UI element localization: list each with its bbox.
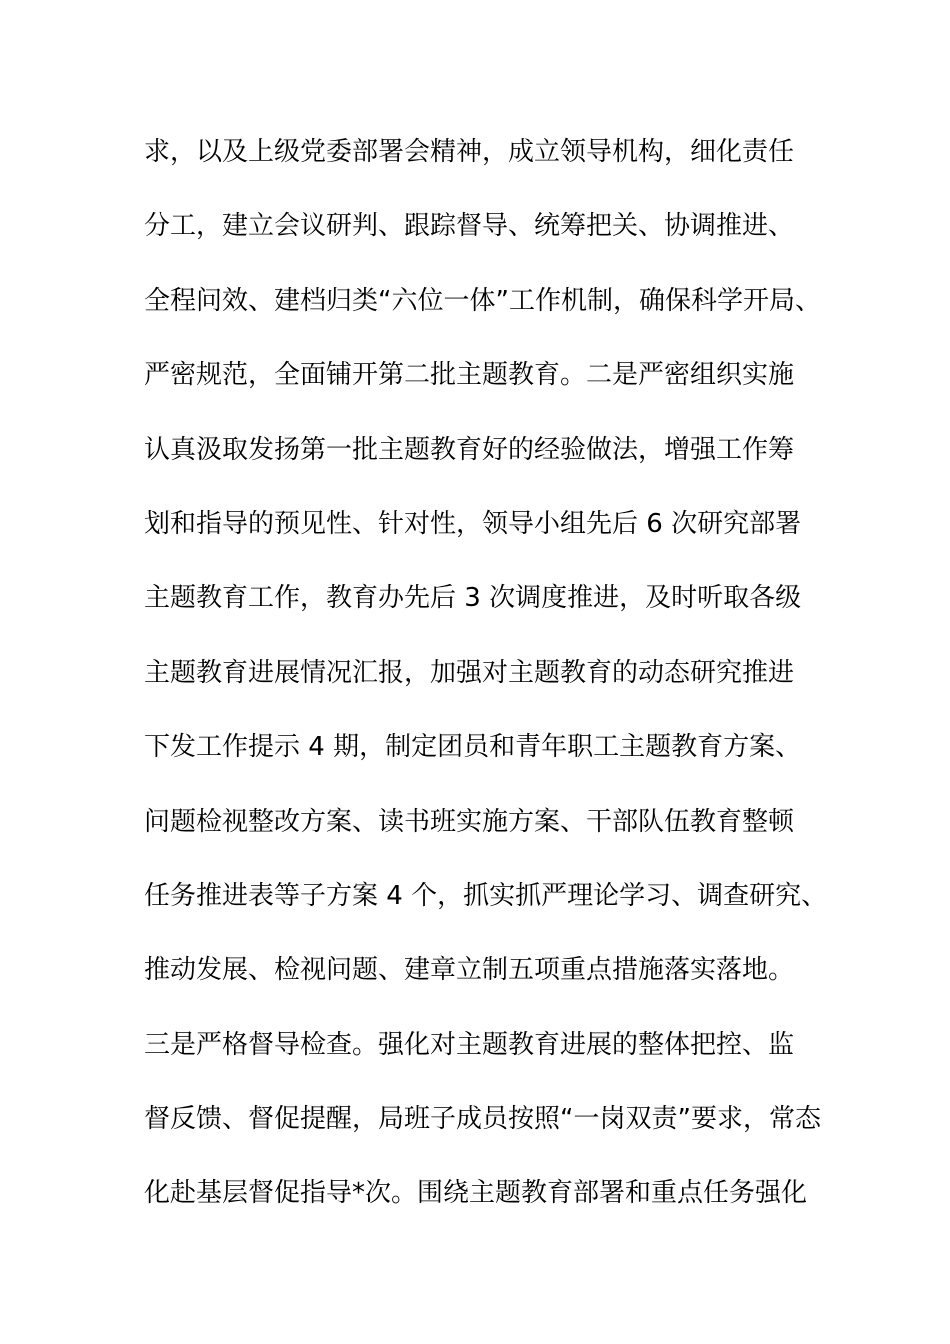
text-line: 主题教育进展情况汇报，加强对主题教育的动态研究推进: [144, 657, 795, 688]
text-line: 三是严格督导检查。强化对主题教育进展的整体把控、监: [144, 1029, 795, 1060]
text-line: 认真汲取发扬第一批主题教育好的经验做法，增强工作筹: [144, 434, 795, 465]
text-line: 问题检视整改方案、读书班实施方案、干部队伍教育整顿: [144, 806, 795, 837]
text-line: 下发工作提示 4 期，制定团员和青年职工主题教育方案、: [144, 732, 802, 763]
text-line: 化赴基层督促指导*次。围绕主题教育部署和重点任务强化: [144, 1178, 808, 1209]
text-line: 严密规范，全面铺开第二批主题教育。二是严密组织实施: [144, 360, 795, 391]
text-line: 划和指导的预见性、针对性，领导小组先后 6 次研究部署: [144, 508, 802, 539]
text-line: 全程问效、建档归类“六位一体”工作机制，确保科学开局、: [144, 285, 821, 316]
text-line: 主题教育工作，教育办先后 3 次调度推进，及时听取各级: [144, 583, 802, 614]
body-text: [144, 130, 844, 1246]
text-line: 督反馈、督促提醒，局班子成员按照“一岗双责”要求，常态: [144, 1104, 821, 1135]
text-line: 求，以及上级党委部署会精神，成立领导机构，细化责任: [144, 137, 795, 167]
text-line: 任务推进表等子方案 4 个，抓实抓严理论学习、调查研究、: [144, 880, 828, 911]
text-line: 分工，建立会议研判、跟踪督导、统筹把关、协调推进、: [144, 211, 795, 242]
text-line: 推动发展、检视问题、建章立制五项重点措施落实落地。: [144, 955, 795, 986]
